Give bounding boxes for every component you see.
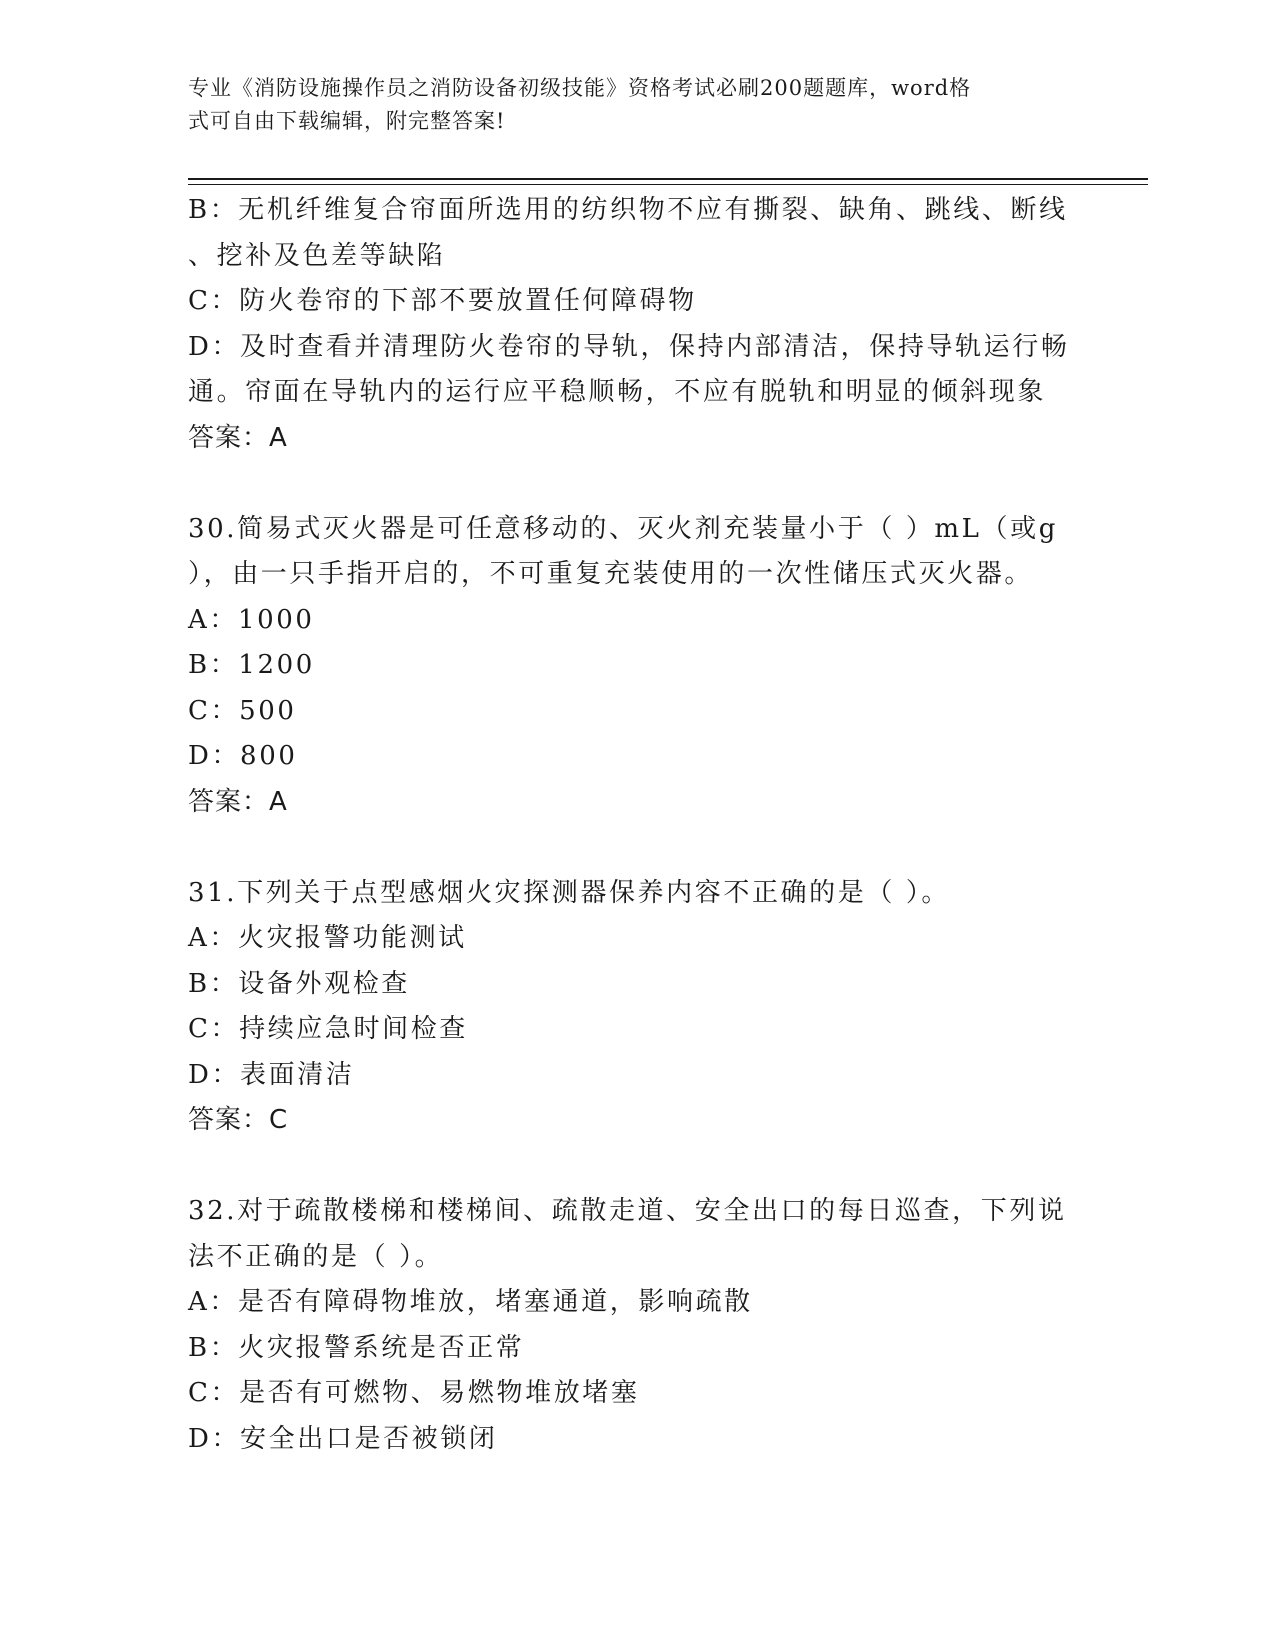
- question-29-tail: [188, 188, 1078, 461]
- answer-30: 答案：A: [188, 786, 288, 817]
- option-b-line-2: 、挖补及色差等缺陷: [188, 240, 446, 271]
- question-stem-line-1: 30.简易式灭火器是可任意移动的、灭火剂充装量小于（ ）mL（或g: [188, 513, 1058, 544]
- option-c: C：防火卷帘的下部不要放置任何障碍物: [188, 286, 697, 316]
- spacer: [188, 825, 1078, 871]
- question-stem-line-2: 法不正确的是（ ）。: [188, 1241, 444, 1272]
- question-stem-line-2: ），由一只手指开启的，不可重复充装使用的一次性储压式灭火器。: [188, 559, 1034, 589]
- option-c: C：500: [188, 695, 297, 726]
- option-d: D：安全出口是否被锁闭: [188, 1423, 498, 1454]
- header-line-2: 式可自由下载编辑，附完整答案!: [188, 109, 506, 133]
- header-divider-thin: [188, 184, 1148, 185]
- header-line-1: 专业《消防设施操作员之消防设备初级技能》资格考试必刷200题题库，word格: [188, 76, 972, 100]
- option-a: A：1000: [188, 604, 315, 635]
- option-b: B：火灾报警系统是否正常: [188, 1332, 525, 1363]
- question-32: [188, 1189, 1078, 1462]
- option-d-line-2: 通。帘面在导轨内的运行应平稳顺畅，不应有脱轨和明显的倾斜现象: [188, 377, 1047, 407]
- option-d-line-1: D：及时查看并清理防火卷帘的导轨，保持内部清洁，保持导轨运行畅: [188, 331, 1070, 362]
- document-header: [188, 72, 1068, 138]
- question-31: [188, 871, 1078, 1144]
- option-d: D：800: [188, 741, 298, 771]
- spacer: [188, 461, 1078, 507]
- answer-29: 答案：A: [188, 422, 288, 453]
- answer-31: 答案：C: [188, 1105, 289, 1135]
- header-divider-thick: [188, 178, 1148, 180]
- option-d: D：表面清洁: [188, 1059, 355, 1090]
- spacer: [188, 1144, 1078, 1190]
- option-c: C：持续应急时间检查: [188, 1014, 468, 1044]
- option-a: A：是否有障碍物堆放，堵塞通道，影响疏散: [188, 1287, 753, 1317]
- option-b: B：设备外观检查: [188, 968, 410, 999]
- option-b: B：1200: [188, 650, 315, 680]
- question-30: [188, 507, 1078, 826]
- option-c: C：是否有可燃物、易燃物堆放堵塞: [188, 1378, 640, 1408]
- question-stem: 31.下列关于点型感烟火灾探测器保养内容不正确的是（ ）。: [188, 877, 951, 908]
- option-a: A：火灾报警功能测试: [188, 923, 467, 953]
- option-b-line-1: B：无机纤维复合帘面所选用的纺织物不应有撕裂、缺角、跳线、断线: [188, 195, 1068, 225]
- question-stem-line-1: 32.对于疏散楼梯和楼梯间、疏散走道、安全出口的每日巡查，下列说: [188, 1196, 1067, 1226]
- question-list: [188, 188, 1078, 1462]
